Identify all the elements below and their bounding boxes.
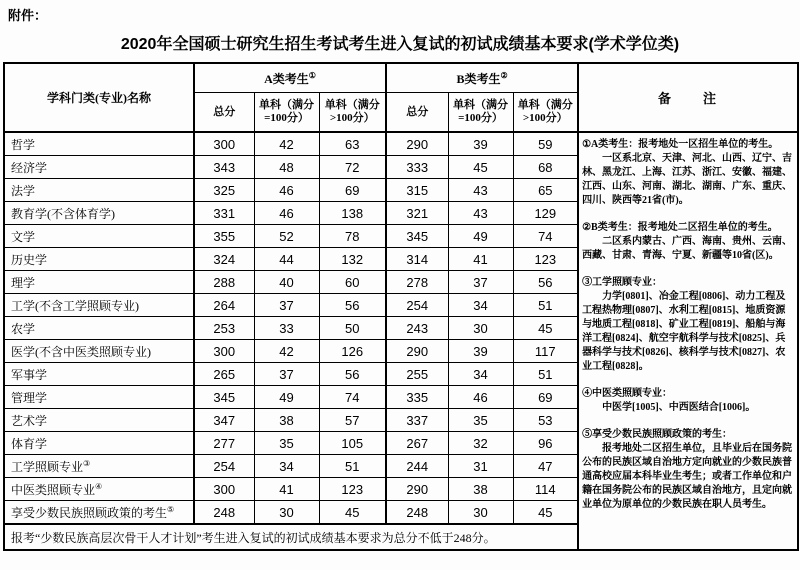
remarks-paragraph: ④中医类照顾专业： xyxy=(582,388,673,399)
score-cell: 300 xyxy=(194,340,254,363)
remarks-note-1 xyxy=(582,138,793,208)
score-cell: 56 xyxy=(319,294,386,317)
subject-label: 理学 xyxy=(11,275,36,290)
column-header-remarks: 备 注 xyxy=(578,63,798,132)
subject-cell xyxy=(4,363,194,386)
score-cell: 39 xyxy=(448,340,513,363)
score-cell: 56 xyxy=(513,271,578,294)
column-header-a-single-over100: 单科（满分 >100分） xyxy=(319,93,386,133)
score-cell: 243 xyxy=(386,317,448,340)
score-cell: 34 xyxy=(448,294,513,317)
score-cell: 325 xyxy=(194,179,254,202)
score-cell: 65 xyxy=(513,179,578,202)
score-cell: 47 xyxy=(513,455,578,478)
score-cell: 31 xyxy=(448,455,513,478)
score-cell: 123 xyxy=(513,248,578,271)
score-cell: 265 xyxy=(194,363,254,386)
score-cell: 44 xyxy=(254,248,319,271)
score-cell: 288 xyxy=(194,271,254,294)
remarks-note-4 xyxy=(582,387,793,415)
footer-note: 报考“少数民族高层次骨干人才计划”考生进入复试的初试成绩基本要求为总分不低于248分。 xyxy=(4,524,578,550)
remarks-paragraph: 一区系北京、天津、河北、山西、辽宁、吉林、黑龙江、上海、江苏、浙江、安徽、福建、江西、山东、河南、湖北、湖南、广东、重庆、四川、陕西等21省(市)。 xyxy=(582,153,793,206)
subject-cell xyxy=(4,179,194,202)
subject-label: 历史学 xyxy=(11,252,48,267)
score-cell: 41 xyxy=(254,478,319,501)
subject-cell xyxy=(4,225,194,248)
score-cell: 69 xyxy=(513,386,578,409)
group-a-label: A类考生 xyxy=(264,71,309,86)
score-cell: 46 xyxy=(254,202,319,225)
subject-cell xyxy=(4,248,194,271)
score-cell: 56 xyxy=(319,363,386,386)
subject-label: 工学(不含工学照顾专业) xyxy=(11,298,139,313)
score-cell: 43 xyxy=(448,202,513,225)
score-cell: 72 xyxy=(319,156,386,179)
score-cell: 49 xyxy=(254,386,319,409)
score-cell: 248 xyxy=(194,501,254,525)
subject-cell xyxy=(4,317,194,340)
subject-cell xyxy=(4,386,194,409)
column-header-b-single100: 单科（满分 =100分） xyxy=(448,93,513,133)
score-cell: 37 xyxy=(254,294,319,317)
score-cell: 45 xyxy=(513,317,578,340)
score-cell: 333 xyxy=(386,156,448,179)
group-b-label: B类考生 xyxy=(456,71,501,86)
score-cell: 30 xyxy=(448,501,513,525)
score-cell: 32 xyxy=(448,432,513,455)
subject-cell xyxy=(4,501,194,525)
score-cell: 41 xyxy=(448,248,513,271)
score-cell: 50 xyxy=(319,317,386,340)
score-cell: 74 xyxy=(319,386,386,409)
score-cell: 33 xyxy=(254,317,319,340)
score-cell: 52 xyxy=(254,225,319,248)
score-cell: 51 xyxy=(513,294,578,317)
subject-footnote-mark: ⑤ xyxy=(167,504,175,514)
score-cell: 277 xyxy=(194,432,254,455)
score-cell: 315 xyxy=(386,179,448,202)
column-header-subject: 学科门类(专业)名称 xyxy=(4,63,194,132)
subject-cell xyxy=(4,478,194,501)
remarks-note-3 xyxy=(582,276,793,374)
score-cell: 345 xyxy=(194,386,254,409)
column-header-a-total: 总分 xyxy=(194,93,254,133)
remarks-paragraph: 中医学[1005]、中西医结合[1006]。 xyxy=(602,402,756,413)
score-cell: 138 xyxy=(319,202,386,225)
subject-cell xyxy=(4,156,194,179)
remarks-paragraph: ②B类考生：报考地处二区招生单位的考生。 xyxy=(582,222,778,233)
score-cell: 30 xyxy=(448,317,513,340)
score-cell: 290 xyxy=(386,478,448,501)
header-row-groups xyxy=(4,63,798,93)
subject-label: 农学 xyxy=(11,321,36,336)
score-cell: 114 xyxy=(513,478,578,501)
group-b-footnote-mark: ② xyxy=(500,70,508,80)
remarks-paragraph: 二区系内蒙古、广西、海南、贵州、云南、西藏、甘肃、青海、宁夏、新疆等10省(区)。 xyxy=(582,236,793,261)
table-header xyxy=(4,63,798,132)
score-cell: 43 xyxy=(448,179,513,202)
score-cell: 57 xyxy=(319,409,386,432)
score-cell: 355 xyxy=(194,225,254,248)
score-cell: 40 xyxy=(254,271,319,294)
score-cell: 278 xyxy=(386,271,448,294)
subject-footnote-mark: ④ xyxy=(95,481,103,491)
score-cell: 63 xyxy=(319,132,386,156)
score-cell: 117 xyxy=(513,340,578,363)
score-cell: 35 xyxy=(254,432,319,455)
score-cell: 48 xyxy=(254,156,319,179)
subject-label: 教育学(不含体育学) xyxy=(11,206,115,221)
column-header-group-b xyxy=(386,63,578,93)
score-cell: 337 xyxy=(386,409,448,432)
remarks-note-2 xyxy=(582,221,793,263)
score-cell: 38 xyxy=(448,478,513,501)
score-cell: 42 xyxy=(254,340,319,363)
score-cell: 126 xyxy=(319,340,386,363)
remarks-cell xyxy=(578,132,798,550)
remarks-note-5 xyxy=(582,428,793,512)
score-cell: 37 xyxy=(448,271,513,294)
score-cell: 244 xyxy=(386,455,448,478)
page-title: 2020年全国硕士研究生招生考试考生进入复试的初试成绩基本要求(学术学位类) xyxy=(120,36,680,53)
subject-label: 工学照顾专业 xyxy=(11,459,84,474)
subject-label: 艺术学 xyxy=(11,413,48,428)
score-table-body xyxy=(4,132,798,550)
score-cell: 254 xyxy=(386,294,448,317)
column-header-a-single100: 单科（满分 =100分） xyxy=(254,93,319,133)
remarks-paragraph: 报考地处二区招生单位，且毕业后在国务院公布的民族区域自治地方定向就业的少数民族普通高校应届本科毕业生考生；或者工作单位和户籍在国务院公布的民族区域自治地方，且定向就业单位为原单位的少数民族在职人员考生。 xyxy=(582,443,793,510)
score-cell: 68 xyxy=(513,156,578,179)
score-cell: 345 xyxy=(386,225,448,248)
subject-label: 经济学 xyxy=(11,160,48,175)
subject-label: 哲学 xyxy=(11,137,36,152)
column-header-b-total: 总分 xyxy=(386,93,448,133)
column-header-b-single-over100: 单科（满分 >100分） xyxy=(513,93,578,133)
score-cell: 51 xyxy=(319,455,386,478)
score-cell: 255 xyxy=(386,363,448,386)
score-cell: 45 xyxy=(319,501,386,525)
remarks-paragraph: ①A类考生：报考地处一区招生单位的考生。 xyxy=(582,139,779,150)
table-row xyxy=(4,132,798,156)
score-table xyxy=(3,62,799,551)
score-cell: 59 xyxy=(513,132,578,156)
score-cell: 343 xyxy=(194,156,254,179)
score-cell: 42 xyxy=(254,132,319,156)
subject-label: 享受少数民族照顾政策的考生 xyxy=(11,505,168,520)
subject-cell xyxy=(4,340,194,363)
score-cell: 105 xyxy=(319,432,386,455)
score-cell: 264 xyxy=(194,294,254,317)
subject-cell xyxy=(4,202,194,225)
score-cell: 267 xyxy=(386,432,448,455)
score-cell: 30 xyxy=(254,501,319,525)
score-cell: 39 xyxy=(448,132,513,156)
subject-cell xyxy=(4,294,194,317)
score-cell: 46 xyxy=(448,386,513,409)
subject-cell xyxy=(4,132,194,156)
score-cell: 69 xyxy=(319,179,386,202)
score-cell: 37 xyxy=(254,363,319,386)
score-cell: 35 xyxy=(448,409,513,432)
group-a-footnote-mark: ① xyxy=(308,70,316,80)
score-cell: 46 xyxy=(254,179,319,202)
score-cell: 123 xyxy=(319,478,386,501)
score-cell: 45 xyxy=(513,501,578,525)
subject-cell xyxy=(4,455,194,478)
score-cell: 290 xyxy=(386,340,448,363)
remarks-paragraph: 力学[0801]、冶金工程[0806]、动力工程及工程热物理[0807]、水利工程[0815]、地质资源与地质工程[0818]、矿业工程[0819]、船舶与海洋工程[0824]、航空宇航科学与技术[0825]、兵器科学与技术[0826]、核科学与技术[0827]、农业工程[0828]。 xyxy=(582,291,786,372)
score-cell: 45 xyxy=(448,156,513,179)
score-cell: 300 xyxy=(194,132,254,156)
score-cell: 321 xyxy=(386,202,448,225)
score-cell: 34 xyxy=(448,363,513,386)
subject-label: 法学 xyxy=(11,183,36,198)
subject-label: 体育学 xyxy=(11,436,48,451)
score-cell: 290 xyxy=(386,132,448,156)
score-cell: 324 xyxy=(194,248,254,271)
score-cell: 300 xyxy=(194,478,254,501)
score-cell: 254 xyxy=(194,455,254,478)
score-cell: 38 xyxy=(254,409,319,432)
subject-label: 管理学 xyxy=(11,390,48,405)
subject-cell xyxy=(4,271,194,294)
score-cell: 314 xyxy=(386,248,448,271)
score-cell: 347 xyxy=(194,409,254,432)
remarks-paragraph: ③工学照顾专业： xyxy=(582,277,663,288)
subject-label: 中医类照顾专业 xyxy=(11,482,96,497)
score-cell: 51 xyxy=(513,363,578,386)
subject-label: 文学 xyxy=(11,229,36,244)
score-cell: 53 xyxy=(513,409,578,432)
score-cell: 78 xyxy=(319,225,386,248)
score-cell: 49 xyxy=(448,225,513,248)
subject-label: 医学(不含中医类照顾专业) xyxy=(11,344,151,359)
score-cell: 132 xyxy=(319,248,386,271)
score-cell: 335 xyxy=(386,386,448,409)
score-cell: 60 xyxy=(319,271,386,294)
subject-label: 军事学 xyxy=(11,367,48,382)
subject-footnote-mark: ③ xyxy=(83,458,91,468)
score-cell: 253 xyxy=(194,317,254,340)
score-cell: 331 xyxy=(194,202,254,225)
score-cell: 96 xyxy=(513,432,578,455)
attachment-label: 附件： xyxy=(8,8,48,23)
score-cell: 74 xyxy=(513,225,578,248)
score-cell: 248 xyxy=(386,501,448,525)
column-header-group-a xyxy=(194,63,386,93)
score-cell: 34 xyxy=(254,455,319,478)
score-cell: 129 xyxy=(513,202,578,225)
subject-cell xyxy=(4,432,194,455)
subject-cell xyxy=(4,409,194,432)
remarks-paragraph: ⑤享受少数民族照顾政策的考生： xyxy=(582,429,733,440)
